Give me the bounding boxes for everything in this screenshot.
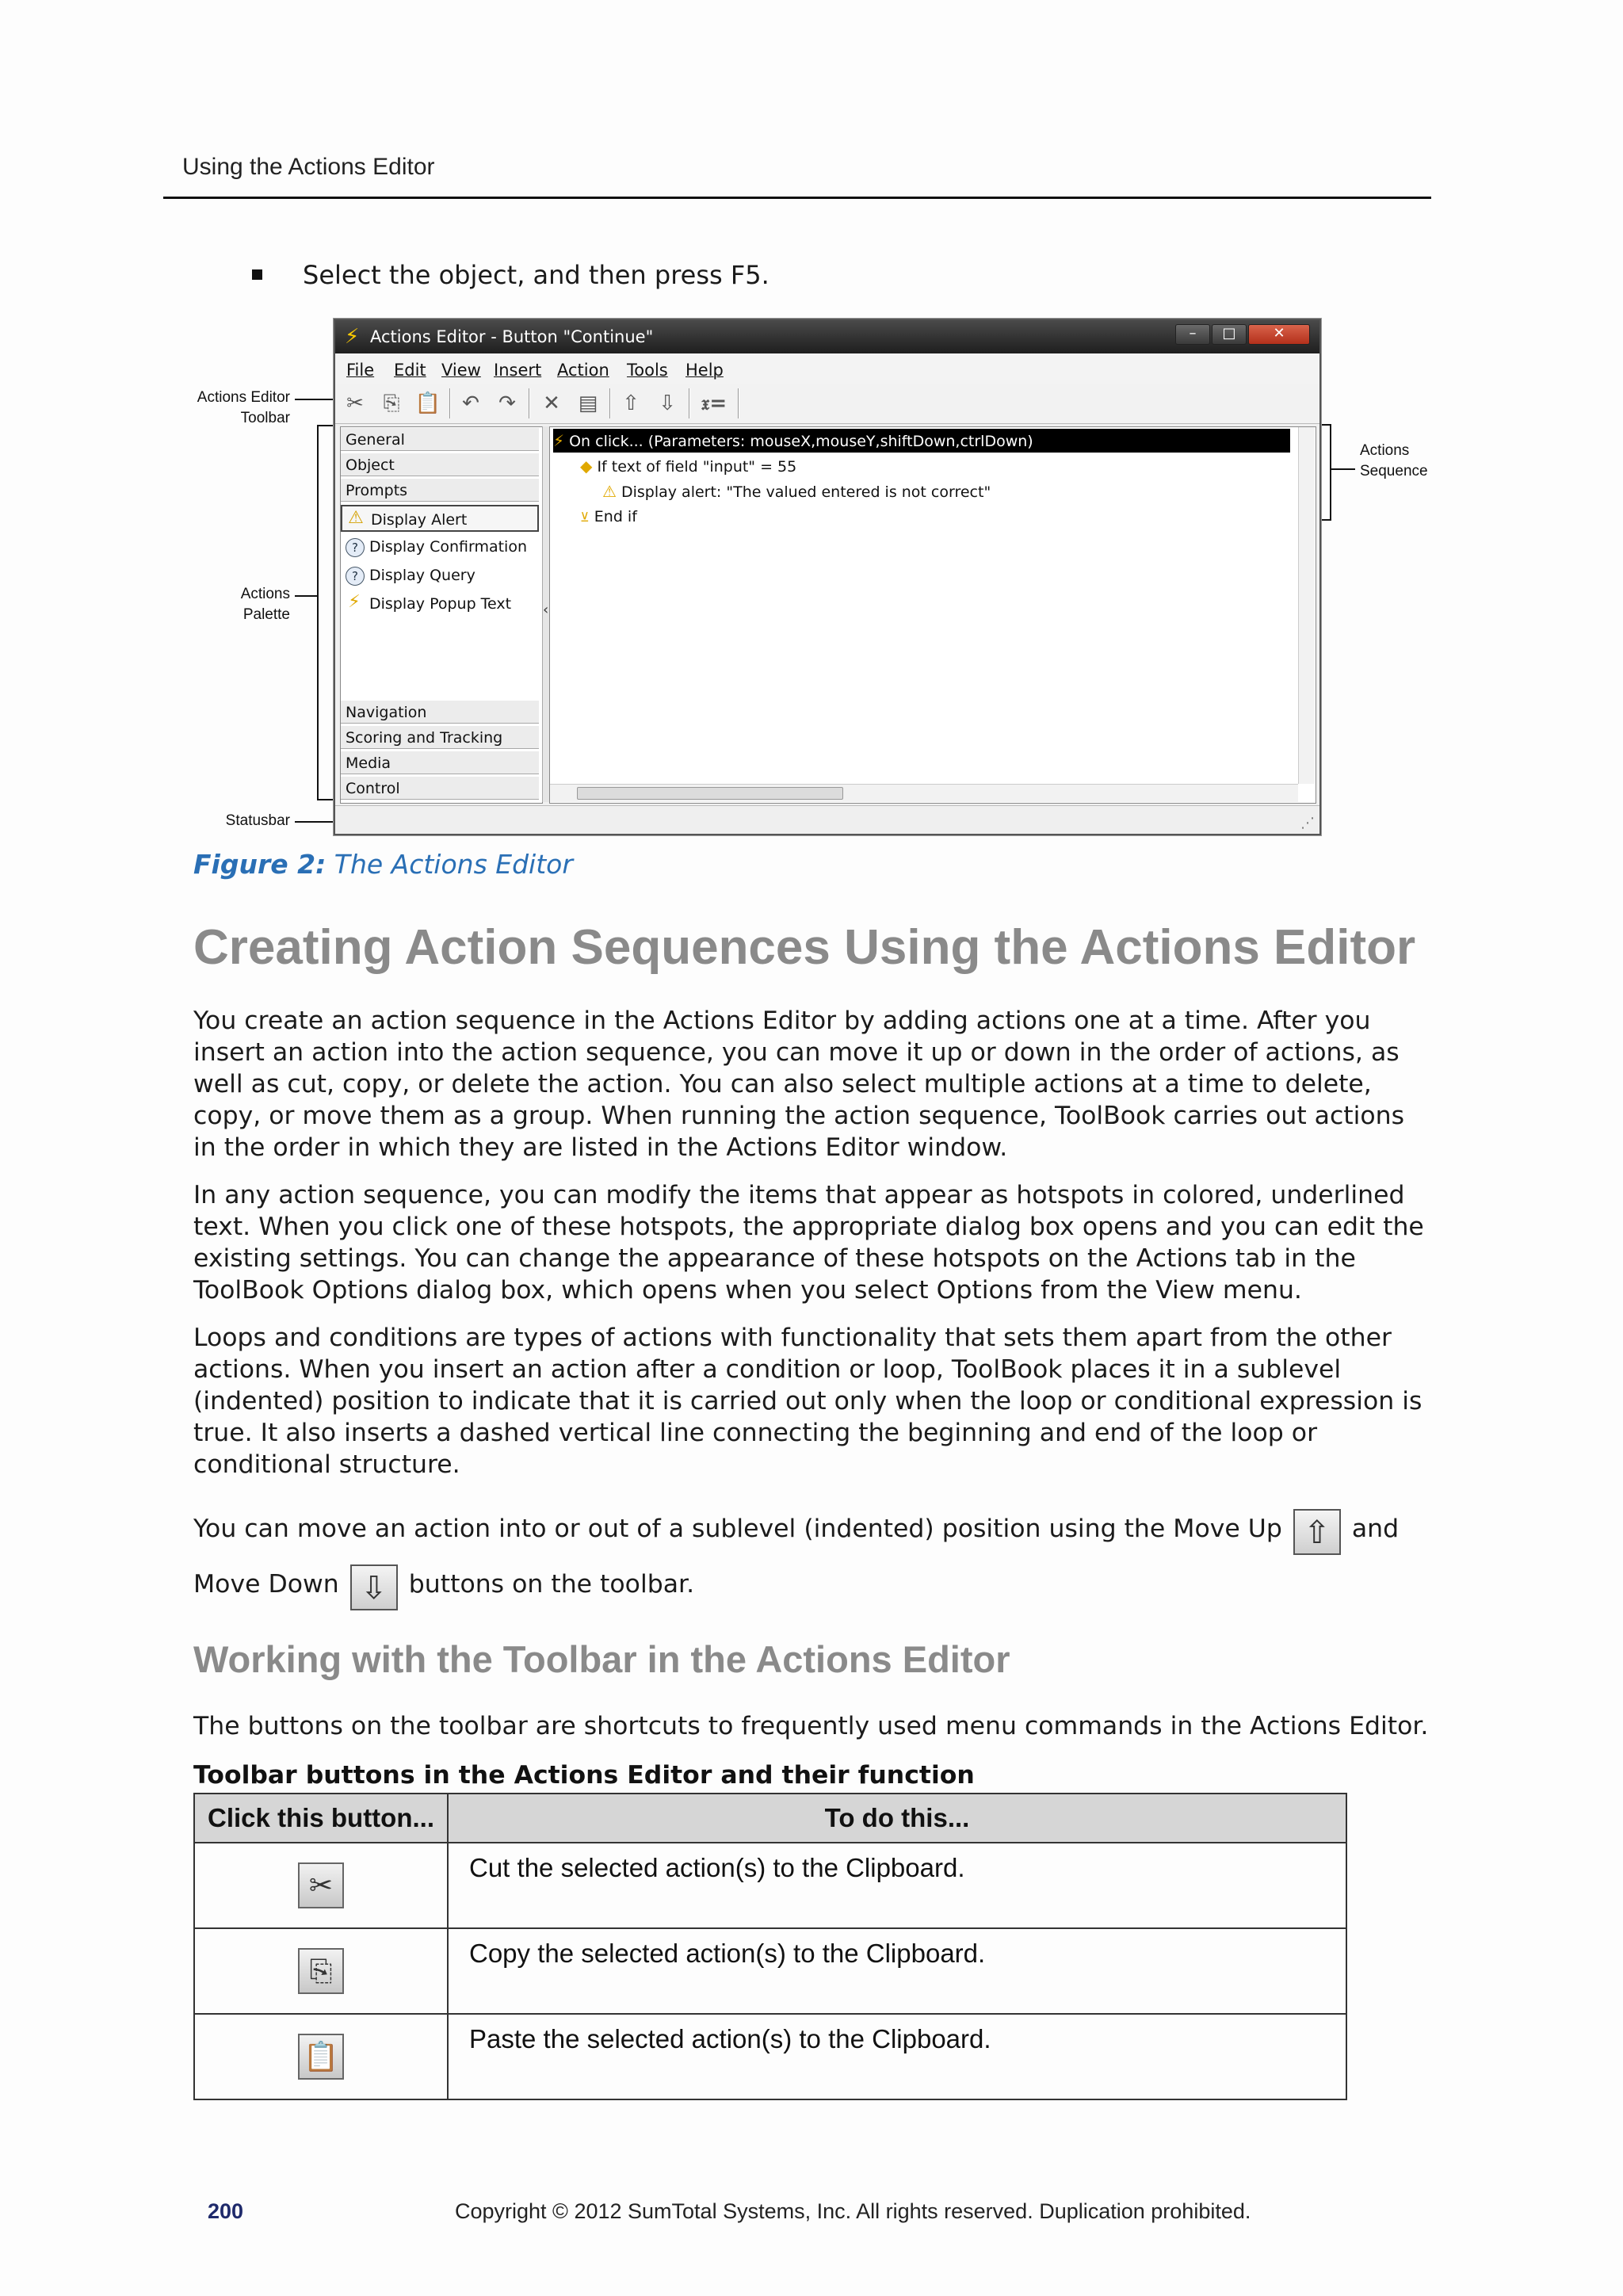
sequence-row-trigger[interactable]	[553, 429, 1290, 453]
window-title: Actions Editor - Button "Continue"	[370, 327, 654, 346]
status-bar	[335, 805, 1319, 833]
lightning-icon: ⚡	[553, 431, 565, 450]
table-caption: Toolbar buttons in the Actions Editor and their function	[193, 1761, 975, 1790]
table-cell-icon	[194, 1843, 448, 1928]
paste-icon: 📋	[298, 2034, 344, 2080]
table-header-row	[194, 1794, 1346, 1843]
palette-category-general[interactable]: General	[341, 427, 539, 451]
palette-category-media[interactable]: Media	[341, 751, 539, 774]
figure-caption	[193, 849, 573, 880]
menu-edit[interactable]: Edit	[394, 361, 426, 380]
lightning-icon: ⚡	[345, 325, 360, 349]
palette-item-label: Display Confirmation	[369, 538, 527, 556]
redo-icon[interactable]: ↷	[498, 392, 516, 415]
toolbar-buttons-table	[193, 1793, 1347, 2100]
paragraph: You create an action sequence in the Actions Editor by adding actions one at a time. After you insert an action into the action sequence, you can move it up or down in the order of actions, as well as cut, copy, or delete the action. You can also select multiple actions at a time to delete, copy, or move them as a group. When running the action sequence, ToolBook carries out actions in the order in which they are listed in the Actions Editor window.	[193, 1007, 1405, 1162]
actions-sequence	[549, 426, 1316, 804]
palette-bracket	[317, 425, 319, 800]
actions-editor-toolbar	[335, 384, 1319, 424]
move-paragraph	[193, 1501, 1430, 1612]
callout-toolbar: Actions Editor Toolbar	[197, 389, 290, 426]
section-heading: Creating Action Sequences Using the Actions Editor	[193, 920, 1416, 975]
palette-item-display-confirmation[interactable]	[341, 533, 539, 560]
actions-palette	[340, 426, 543, 804]
palette-category-object[interactable]: Object	[341, 453, 539, 476]
move-text-part: and	[1351, 1515, 1400, 1543]
move-text-part: Move Down	[193, 1570, 339, 1599]
page-number: 200	[208, 2199, 244, 2223]
sequence-row-text: On click... (Parameters: mouseX,mouseY,shiftDown,ctrlDown)	[569, 433, 1033, 450]
paragraph: In any action sequence, you can modify the items that appear as hotspots in colored, underlined text. When you click one of these hotspots, the appropriate dialog box opens and you can edit the existing settings. You can change the appearance of these hotspots on the Actions tab in the ToolBook Options dialog box, which opens when you select Options from the View menu.	[193, 1181, 1424, 1305]
move-down-icon[interactable]: ⇩	[659, 392, 676, 415]
palette-category-prompts[interactable]: Prompts	[341, 478, 539, 502]
sequence-row-text: If text of field "input" = 55	[597, 458, 797, 476]
header-rule	[163, 197, 1431, 199]
question-icon: ?	[346, 538, 365, 557]
move-down-icon: ⇩	[350, 1564, 398, 1610]
table-header: Click this button...	[194, 1794, 448, 1843]
subsection-intro: The buttons on the toolbar are shortcuts to frequently used menu commands in the Actions Editor.	[193, 1712, 1429, 1740]
move-text-part: buttons on the toolbar.	[408, 1570, 695, 1599]
sequence-row-text: Display alert: "The valued entered is not correct"	[621, 483, 991, 501]
close-button[interactable]: ✕	[1248, 324, 1310, 345]
lightning-icon: ⚡	[348, 592, 361, 612]
sequence-row-alert[interactable]	[602, 479, 991, 503]
end-if-icon: ⊻	[580, 510, 590, 525]
table-cell: Copy the selected action(s) to the Clipboard.	[448, 1928, 1346, 2014]
subsection-heading: Working with the Toolbar in the Actions Editor	[193, 1638, 1010, 1680]
vertical-scrollbar[interactable]	[1298, 427, 1315, 784]
copyright-notice: Copyright © 2012 SumTotal Systems, Inc. All rights reserved. Duplication prohibited.	[455, 2199, 1251, 2223]
paste-icon[interactable]: 📋	[414, 392, 441, 415]
sequence-bracket	[1330, 424, 1331, 521]
palette-item-label: Display Popup Text	[369, 595, 512, 613]
menu-bar	[335, 353, 1319, 384]
callout-statusbar: Statusbar	[225, 812, 290, 829]
condition-icon: ◆	[580, 457, 593, 476]
maximize-button[interactable]: □	[1212, 324, 1247, 345]
copy-icon: ⎘	[298, 1948, 344, 1994]
palette-item-display-alert[interactable]	[341, 505, 539, 532]
scrollbar-thumb[interactable]	[577, 787, 843, 800]
table-header: To do this...	[448, 1794, 1346, 1843]
menu-insert[interactable]: Insert	[494, 361, 542, 380]
palette-category-navigation[interactable]: Navigation	[341, 700, 539, 724]
callout-palette-line	[295, 595, 317, 597]
menu-action[interactable]: Action	[557, 361, 609, 380]
palette-item-label: Display Query	[369, 567, 475, 584]
title-bar	[335, 320, 1319, 353]
move-up-icon: ⇧	[1293, 1509, 1341, 1555]
callout-palette: Actions Palette	[240, 586, 290, 623]
minimize-button[interactable]: –	[1175, 324, 1210, 345]
sequence-row-condition[interactable]	[580, 454, 796, 478]
figure-label: Figure 2:	[193, 849, 327, 880]
table-cell: Cut the selected action(s) to the Clipboard.	[448, 1843, 1346, 1928]
palette-item-label: Display Alert	[371, 511, 468, 529]
move-up-icon[interactable]: ⇧	[622, 392, 640, 415]
warning-icon: ⚠	[602, 482, 617, 501]
menu-tools[interactable]: Tools	[627, 361, 668, 380]
bullet-text: Select the object, and then press F5.	[303, 260, 769, 290]
palette-category-scoring-tracking[interactable]: Scoring and Tracking	[341, 725, 539, 749]
table-cell-icon	[194, 1928, 448, 2014]
table-row	[194, 1843, 1346, 1928]
bullet-marker	[252, 269, 262, 280]
menu-view[interactable]: View	[441, 361, 481, 380]
callout-statusbar-line	[295, 821, 334, 823]
figure-title: The Actions Editor	[334, 849, 573, 880]
undo-icon[interactable]: ↶	[462, 392, 479, 415]
palette-item-display-popup-text[interactable]	[341, 590, 539, 617]
collapse-arrow-icon[interactable]: ‹	[543, 602, 549, 618]
move-text-part: You can move an action into or out of a sublevel (indented) position using the Move Up	[193, 1515, 1282, 1543]
callout-toolbar-line	[295, 399, 333, 400]
paragraph: Loops and conditions are types of actions with functionality that sets them apart from the other actions. When you insert an action after a condition or loop, ToolBook places it in a sublevel (indented) position to indicate that it is carried out only when the loop or conditional expression is true. It also inserts a dashed vertical line connecting the beginning and end of the loop or conditional structure.	[193, 1324, 1423, 1479]
table-cell: Paste the selected action(s) to the Clipboard.	[448, 2014, 1346, 2099]
cut-icon[interactable]: ✂	[346, 392, 364, 415]
callout-sequence-line	[1331, 468, 1355, 470]
properties-icon[interactable]: ▤	[578, 392, 598, 415]
palette-item-display-query[interactable]	[341, 562, 539, 589]
menu-help[interactable]: Help	[685, 361, 724, 380]
delete-icon[interactable]: ✕	[543, 392, 560, 415]
warning-icon: ⚠	[348, 508, 364, 528]
variables-icon[interactable]: 𝔵=	[701, 392, 727, 415]
running-header: Using the Actions Editor	[182, 154, 435, 180]
question-icon: ?	[346, 567, 365, 586]
table-row	[194, 2014, 1346, 2099]
menu-file[interactable]: File	[346, 361, 375, 380]
sequence-row-text: End if	[594, 508, 637, 525]
horizontal-scrollbar[interactable]	[550, 784, 1298, 802]
table-row	[194, 1928, 1346, 2014]
copy-icon[interactable]: ⎘	[383, 392, 400, 415]
resize-grip-icon[interactable]: ⋰	[1300, 815, 1315, 831]
palette-category-control[interactable]: Control	[341, 776, 539, 800]
callout-sequence: Actions Sequence	[1360, 442, 1428, 479]
sequence-row-end-if[interactable]	[580, 505, 637, 529]
table-cell-icon	[194, 2014, 448, 2099]
actions-editor-window	[334, 319, 1321, 835]
cut-icon: ✂	[298, 1862, 344, 1908]
